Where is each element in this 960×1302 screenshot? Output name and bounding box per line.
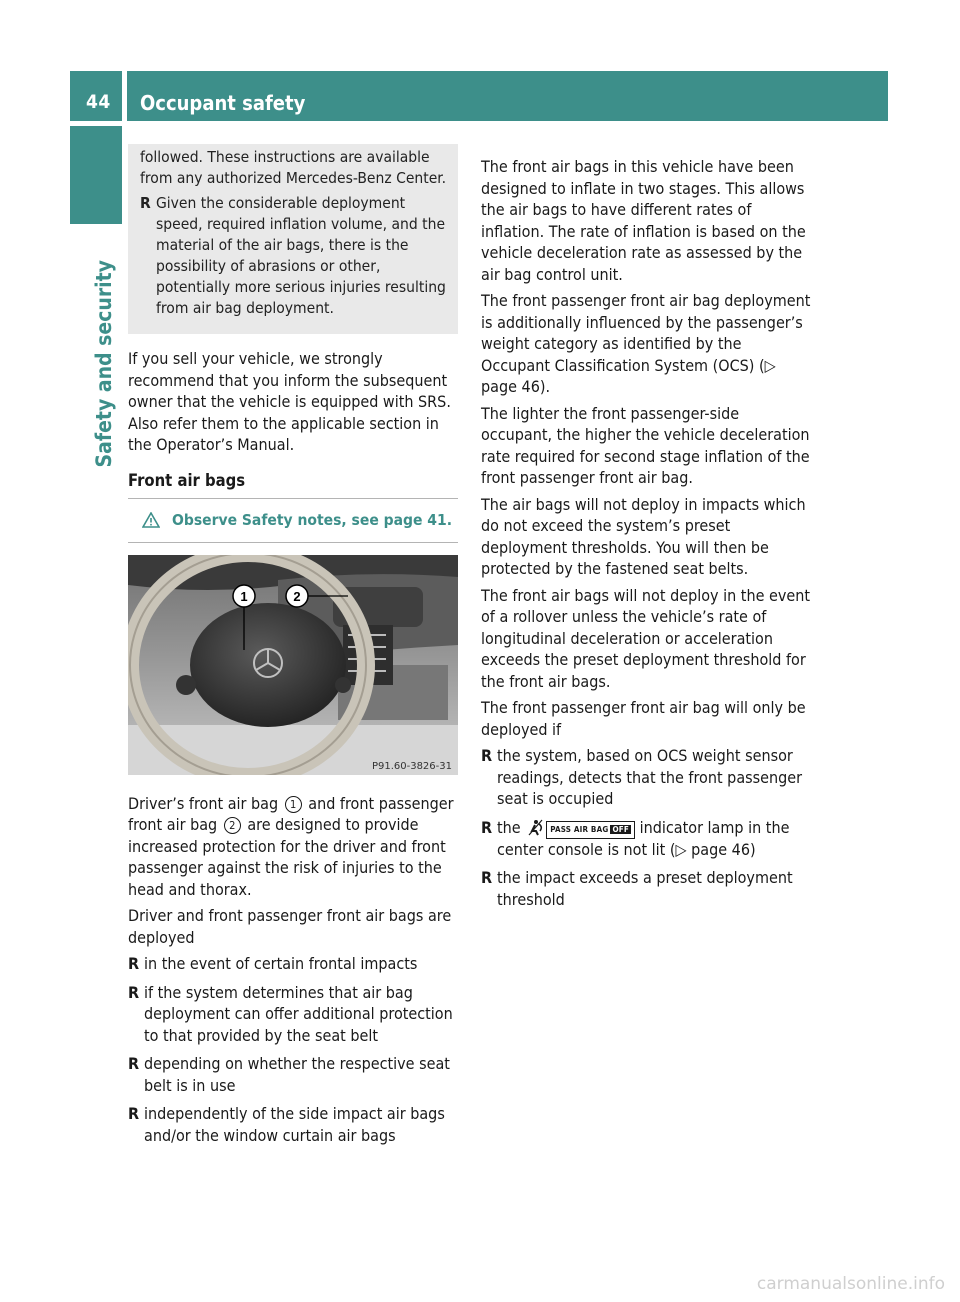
page-header [70,71,888,121]
list-item: R the impact exceeds a preset deployment threshold [481,868,793,909]
header-divider [122,71,127,121]
paragraph-occupant-weight: The lighter the front passenger-side occupant, the higher the vehicle deceleration rate required for second stage inflation of the front passenger front air bag. [481,403,810,487]
callout-2 [286,585,308,607]
paragraph-ocs: The front passenger front air bag deployment is additionally influenced by the passenger’s weight category as identified by the Occupant Classification System (OCS) (▷ page 46). [481,291,811,396]
info-box-text: followed. These instructions are available from any authorized Mercedes-Benz Center. [140,148,447,187]
list-item: R the PASS AIR BAG OFF indicator lamp in the center console is not lit (▷ page 46) [481,817,790,859]
section-title: Occupant safety [140,91,306,115]
list-item: R if the system determines that air bag deployment can offer additional protection to that provided by the seat belt [128,982,453,1045]
svg-text:1: 1 [240,588,248,604]
svg-text:2: 2 [293,588,301,604]
page-number: 44 [86,91,111,113]
paragraph-deployed: Driver and front passenger front air bags are deployed [128,906,452,947]
callout-marker-1: 1 [285,796,302,813]
warning-text: Observe Safety notes, see page 41. [172,511,453,529]
callout-marker-2: 2 [224,817,241,834]
warning-note [128,505,458,543]
paragraph-driver-airbag: Driver’s front air bag 1 and front passenger front air bag 2 are designed to provide increased protection for the driver and front passenger against the risk of injuries to the head and thorax. [128,793,454,899]
section-heading: Front air bags [128,470,458,500]
watermark: carmanualsonline.info [756,1274,945,1294]
right-column [481,156,813,917]
left-column [128,148,458,1153]
bullet-marker: R [140,194,151,212]
photo-code: P91.60-3826-31 [371,760,452,772]
paragraph-sell-vehicle: If you sell your vehicle, we strongly recommend that you inform the subsequent owner that the vehicle is equipped with SRS. Also refer them to the applicable section in the Operator’s Manual. [128,349,451,454]
bullet-text: Given the considerable deployment speed, required inflation volume, and the material of the air bags, there is the possibility of abrasions or other, potentially more serious injuries resulting from air bag deployment. [156,194,446,317]
callout-1 [233,585,255,607]
paragraph-inflation-stages: The front air bags in this vehicle have been designed to inflate in two stages. This allows the air bags to have different rates of inflation. The rate of inflation is based on the vehicle deceleration rate as assessed by the air bag control unit. [481,157,806,284]
paragraph-rollover: The front air bags will not deploy in the event of a rollover unless the vehicle’s rate of longitudinal deceleration or acceleration exceeds the preset deployment threshold for the front air bags. [481,585,810,691]
airbag-person-icon [527,819,544,836]
side-tab-label: Safety and security [92,260,116,468]
cockpit-photo [128,555,458,775]
paragraph-passenger-deploy: The front passenger front air bag will only be deployed if [481,698,806,739]
list-item: R the system, based on OCS weight sensor readings, detects that the front passenger seat is occupied [481,746,803,808]
list-item: R depending on whether the respective seat belt is in use [128,1054,450,1095]
warning-triangle-icon [142,512,160,528]
paragraph-thresholds: The air bags will not deploy in impacts which do not exceed the system’s preset deployment thresholds. You will then be protected by the fastened seat belts. [481,494,806,578]
side-tab-block [70,126,122,224]
list-item: R in the event of certain frontal impacts [128,954,418,973]
list-item: R independently of the side impact air bags and/or the window curtain air bags [128,1104,445,1145]
info-box-bullet [140,193,452,319]
info-box [128,144,458,334]
pass-airbag-off-lamp-icon: PASS AIR BAG OFF [546,821,635,839]
